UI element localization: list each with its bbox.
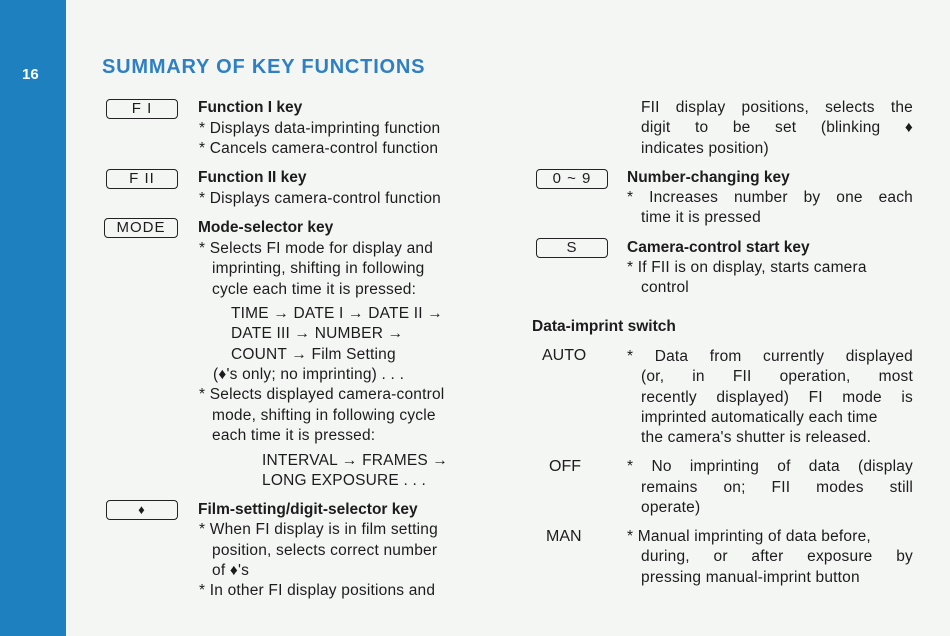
mode-cycle-line: INTERVAL → FRAMES →	[262, 452, 449, 469]
fi-key-line: * Displays data-imprinting function	[199, 120, 441, 137]
mode-cycle-line: DATE III → NUMBER →	[231, 325, 404, 342]
mode-key-line: mode, shifting in following cycle	[212, 407, 436, 424]
continuation-line: FII display positions, selects the	[641, 99, 913, 116]
switch-man-line: during, or after exposure by	[641, 548, 913, 565]
mode-cycle-line: TIME → DATE I → DATE II →	[231, 305, 443, 322]
switch-heading: Data-imprint switch	[532, 318, 676, 335]
start-key-icon: S	[536, 238, 608, 258]
switch-auto-line: recently displayed) FI mode is	[641, 389, 913, 406]
switch-off-line: remains on; FII modes still	[641, 479, 913, 496]
film-key-line: position, selects correct number	[212, 542, 438, 559]
switch-auto-line: * Data from currently displayed	[627, 348, 913, 365]
film-key-line: * In other FI display positions and	[199, 582, 436, 599]
fi-key-heading: Function I key	[198, 99, 303, 116]
switch-auto-line: the camera's shutter is released.	[641, 429, 872, 446]
fi-key-icon: F I	[106, 99, 178, 119]
number-key-heading: Number-changing key	[627, 169, 790, 186]
number-key-line: * Increases number by one each	[627, 189, 913, 206]
mode-key-line: each time it is pressed:	[212, 427, 376, 444]
page-number: 16	[22, 66, 39, 83]
fii-key-line: * Displays camera-control function	[199, 190, 441, 207]
mode-key-line: * Selects displayed camera-control	[199, 386, 445, 403]
continuation-line: digit to be set (blinking ♦	[641, 119, 913, 136]
mode-cycle-line: COUNT → Film Setting	[231, 346, 396, 363]
number-key-line: time it is pressed	[641, 209, 761, 226]
switch-off-label: OFF	[549, 458, 581, 475]
switch-man-label: MAN	[546, 528, 582, 545]
mode-cycle-line: LONG EXPOSURE . . .	[262, 472, 427, 489]
switch-man-line: * Manual imprinting of data before,	[627, 528, 871, 545]
mode-key-line: imprinting, shifting in following	[212, 260, 425, 277]
switch-auto-line: imprinted automatically each time	[641, 409, 878, 426]
switch-man-line: pressing manual-imprint button	[641, 569, 860, 586]
page-title: SUMMARY OF KEY FUNCTIONS	[102, 56, 426, 78]
film-key-heading: Film-setting/digit-selector key	[198, 501, 418, 518]
fi-key-line: * Cancels camera-control function	[199, 140, 439, 157]
film-key-line: of ♦'s	[212, 562, 250, 579]
mode-key-line: cycle each time it is pressed:	[212, 281, 417, 298]
switch-auto-label: AUTO	[542, 347, 587, 364]
mode-cycle-line: (♦'s only; no imprinting) . . .	[213, 366, 405, 383]
start-key-line: control	[641, 279, 689, 296]
continuation-line: indicates position)	[641, 140, 769, 157]
page-edge-band	[0, 0, 66, 636]
fii-key-heading: Function II key	[198, 169, 307, 186]
fii-key-icon: F II	[106, 169, 178, 189]
switch-off-line: operate)	[641, 499, 701, 516]
number-key-icon: 0 ~ 9	[536, 169, 608, 189]
mode-key-icon: MODE	[104, 218, 178, 238]
switch-off-line: * No imprinting of data (display	[627, 458, 913, 475]
diamond-key-icon: ♦	[106, 500, 178, 520]
film-key-line: * When FI display is in film setting	[199, 521, 438, 538]
start-key-line: * If FII is on display, starts camera	[627, 259, 867, 276]
mode-key-line: * Selects FI mode for display and	[199, 240, 434, 257]
mode-key-heading: Mode-selector key	[198, 219, 334, 236]
start-key-heading: Camera-control start key	[627, 239, 810, 256]
switch-auto-line: (or, in FII operation, most	[641, 368, 913, 385]
